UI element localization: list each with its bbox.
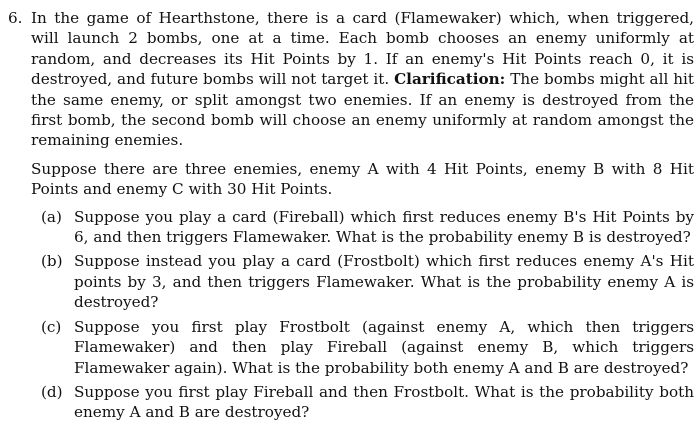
- part-b: [41, 251, 694, 312]
- part-d: [41, 382, 694, 423]
- part-a: [41, 207, 694, 248]
- clarification-label: Clarification:: [394, 70, 506, 89]
- part-label: (a): [41, 207, 62, 226]
- clarification-text: The bombs might all hit the same enemy, or split amongst two enemies. If an enemy is destroyed from the first bomb, the second bomb will choose an enemy uniformly at random amongst the remaining enemies.: [31, 70, 694, 150]
- part-label: (b): [41, 252, 63, 271]
- problem-6: [8, 8, 694, 427]
- problem-setup: [31, 159, 694, 200]
- part-text: Suppose you play a card (Fireball) which first reduces enemy B's Hit Points by 6, and then triggers Flamewaker. What is the probability enemy B is destroyed?: [74, 207, 694, 247]
- part-text: Suppose you first play Fireball and then Frostbolt. What is the probability both enemy A and B are destroyed?: [74, 382, 694, 422]
- part-label: (c): [41, 317, 62, 336]
- part-text: Suppose instead you play a card (Frostbolt) which first reduces enemy A's Hit points by 3, and then triggers Flamewaker. What is the probability enemy A is destroyed?: [74, 252, 694, 312]
- intro-paragraph: [31, 8, 694, 151]
- intro-text: In the game of Hearthstone, there is a card (Flamewaker) which, when triggered, will launch 2 bombs, one at a time. Each bomb chooses an enemy uniformly at random, and decreases its Hit Points by 1. If an enemy's Hit Points reach 0, it is destroyed, and future bombs will not target it.: [31, 9, 694, 89]
- problem-parts-list: [31, 207, 694, 423]
- problem-number: 6.: [8, 9, 23, 27]
- part-label: (d): [41, 382, 63, 401]
- setup-paragraph: Suppose there are three enemies, enemy A with 4 Hit Points, enemy B with 8 Hit Points and enemy C with 30 Hit Points.: [31, 159, 694, 199]
- part-c: [41, 317, 694, 378]
- problem-body: [31, 8, 694, 423]
- part-text: Suppose you first play Frostbolt (against enemy A, which then triggers Flamewaker) and then play Fireball (against enemy B, which triggers Flamewaker again). What is the probability both enemy A and B are destroyed?: [74, 317, 694, 377]
- problem-intro: [31, 8, 694, 151]
